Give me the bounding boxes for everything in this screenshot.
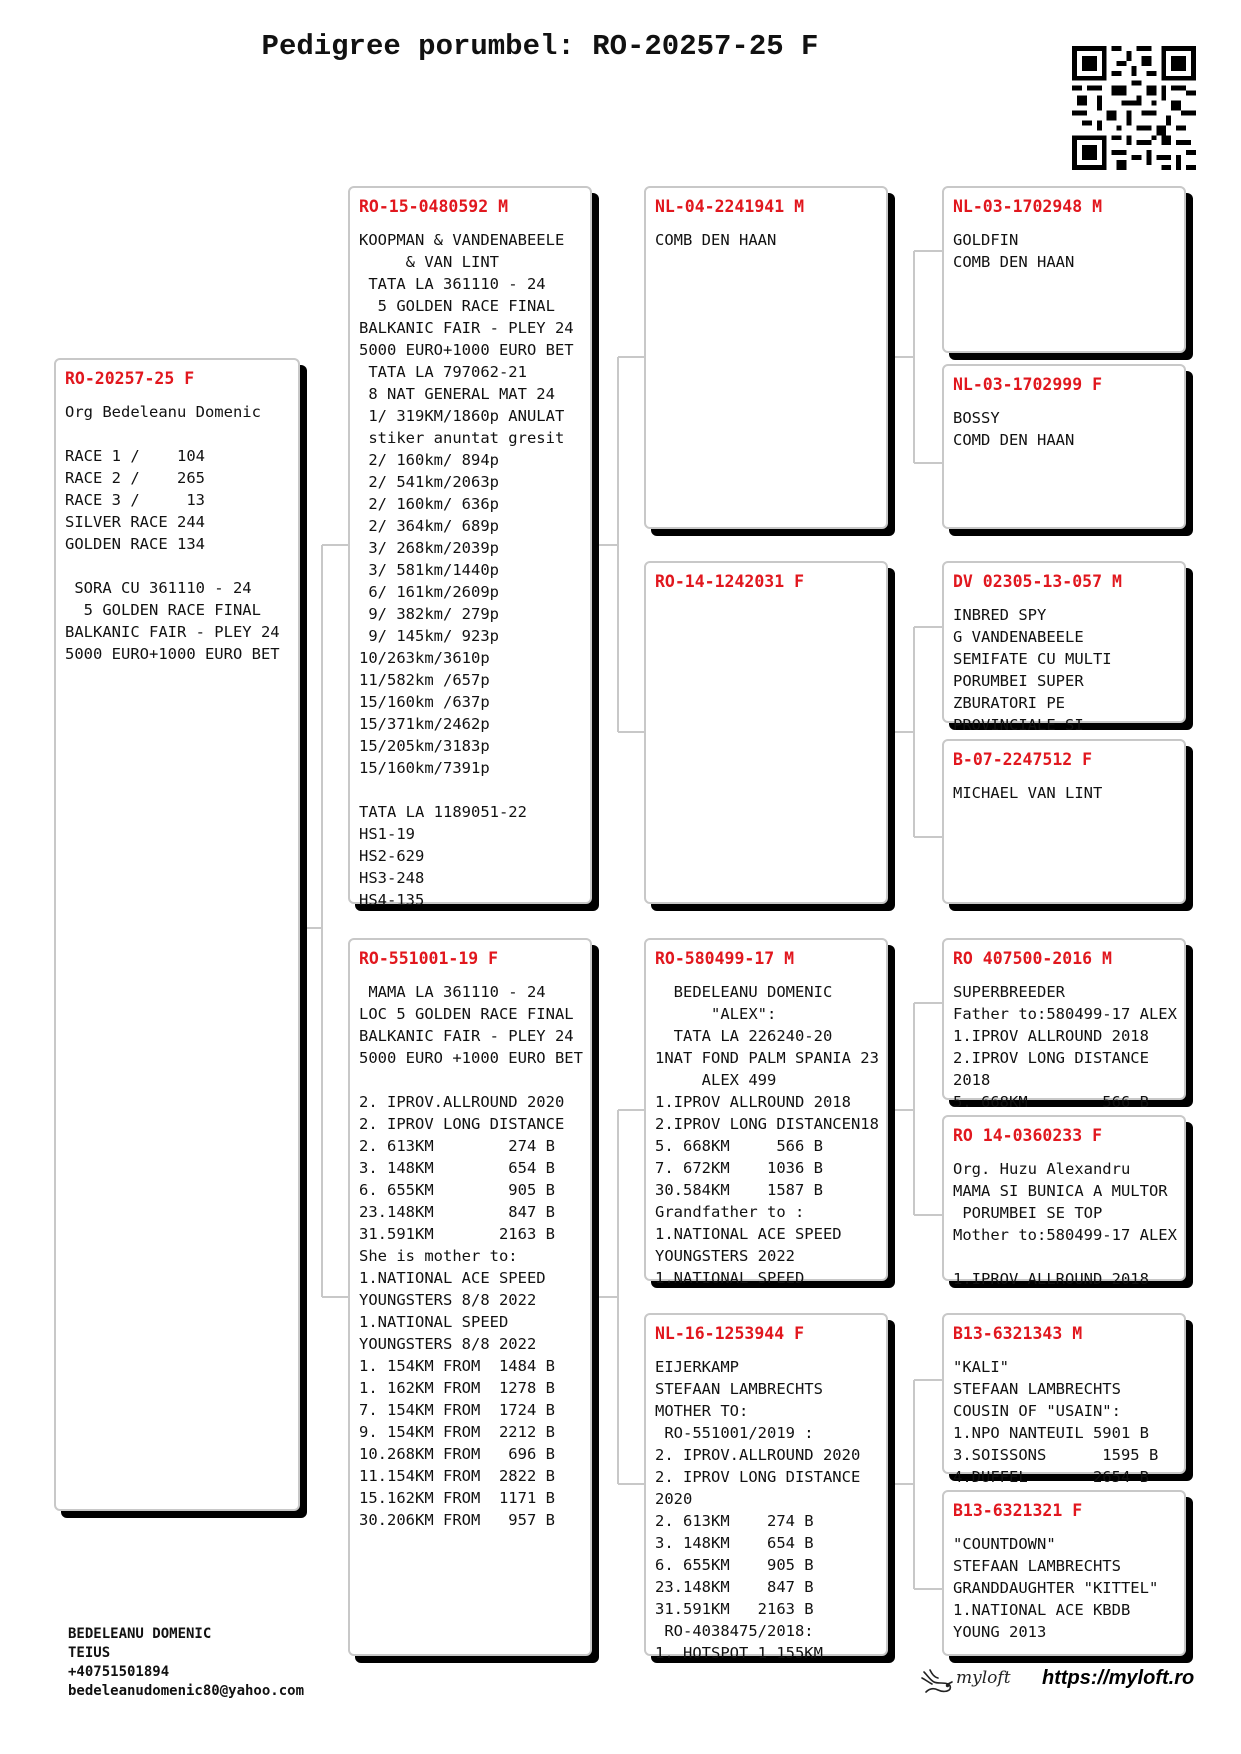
pigeon-logo-icon (920, 1666, 954, 1698)
great-grandparent-fff-info: GOLDFIN COMB DEN HAAN (953, 231, 1075, 271)
mother-ring-number: RO-551001-19 F (359, 949, 499, 968)
great-grandparent-mmm-ring-number: B13-6321321 F (953, 1501, 1083, 1520)
page-title: Pedigree porumbel: RO-20257-25 F (261, 30, 819, 63)
maternal-grandmother-info: EIJERKAMP STEFAAN LAMBRECHTS MOTHER TO: RO-551001/2019 : 2. IPROV.ALLROUND 2020 2. IPROV LONG DISTANCE 2020 2. 613KM 274 B 3. 148KM 654 B 6. 655KM 905 B 23.148KM 847 B 31.591KM 2163 B RO-4038475/2018: 1. HOTSPOT 1 155KM (655, 1358, 861, 1662)
myloft-brand (920, 1662, 1200, 1702)
great-grandparent-mff-card (942, 938, 1186, 1111)
mother-info: MAMA LA 361110 - 24 LOC 5 GOLDEN RACE FINAL BALKANIC FAIR - PLEY 24 5000 EURO +1000 EURO BET 2. IPROV.ALLROUND 2020 2. IPROV LONG DISTANCE 2. 613KM 274 B 3. 148KM 654 B 6. 655KM 905 B 23.148KM 847 B 31.591KM 2163 B She is mother to: 1.NATIONAL ACE SPEED YOUNGSTERS 8/8 2022 1.NATIONAL SPEED YOUNGSTERS 8/8 2022 1. 154KM FROM 1484 B 1. 162KM FROM 1278 B 7. 154KM FROM 1724 B 9. 154KM FROM 2212 B 10.268KM FROM 696 B 11.154KM FROM 2822 B 15.162KM FROM 1171 B 30.206KM FROM 957 B (359, 983, 583, 1529)
paternal-grandfather-ring-number: NL-04-2241941 M (655, 197, 805, 216)
maternal-grandfather-card (644, 938, 888, 1287)
breeder-phone: +40751501894 (68, 1664, 170, 1680)
great-grandparent-mmm-card (942, 1490, 1186, 1656)
paternal-grandfather-card (644, 186, 888, 529)
maternal-grandmother-card (644, 1313, 888, 1662)
great-grandparent-mfm-card (942, 1115, 1186, 1288)
maternal-grandfather-ring-number: RO-580499-17 M (655, 949, 795, 968)
great-grandparent-fff-ring-number: NL-03-1702948 M (953, 197, 1103, 216)
great-grandparent-fmm-info: MICHAEL VAN LINT (953, 784, 1103, 802)
great-grandparent-fmf-card (942, 561, 1186, 734)
paternal-grandmother-card (644, 561, 888, 904)
great-grandparent-ffm-info: BOSSY COMD DEN HAAN (953, 409, 1075, 449)
father-card (348, 186, 592, 909)
subject-pigeon-card (54, 358, 300, 1511)
breeder-name: BEDELEANU DOMENIC (68, 1626, 212, 1642)
father-ring-number: RO-15-0480592 M (359, 197, 509, 216)
great-grandparent-fmf-ring-number: DV 02305-13-057 M (953, 572, 1122, 591)
paternal-grandfather-info: COMB DEN HAAN (655, 231, 777, 249)
great-grandparent-fmm-card (942, 739, 1186, 904)
brand-url-link[interactable]: https://myloft.ro (1042, 1667, 1195, 1689)
breeder-email[interactable]: bedeleanudomenic80@yahoo.com (68, 1683, 305, 1699)
mother-card (348, 938, 592, 1656)
great-grandparent-mff-info: SUPERBREEDER Father to:580499-17 ALEX 1.IPROV ALLROUND 2018 2.IPROV LONG DISTANCE 2018 5. 668KM 566 B (953, 983, 1177, 1111)
great-grandparent-ffm-ring-number: NL-03-1702999 F (953, 375, 1103, 394)
subject-ring-number: RO-20257-25 F (65, 369, 195, 388)
breeder-contact (68, 1625, 304, 1701)
great-grandparent-mff-ring-number: RO 407500-2016 M (953, 949, 1112, 968)
great-grandparent-fmf-info: INBRED SPY G VANDENABEELE SEMIFATE CU MULTI PORUMBEI SUPER ZBURATORI PE PROVINCIALE SI (953, 606, 1112, 734)
subject-info: Org Bedeleanu Domenic RACE 1 / 104 RACE 2 / 265 RACE 3 / 13 SILVER RACE 244 GOLDEN RACE 134 SORA CU 361110 - 24 5 GOLDEN RACE FINAL BALKANIC FAIR - PLEY 24 5000 EURO+1000 EURO BET (65, 403, 280, 663)
brand-name: myloft (956, 1668, 1011, 1688)
paternal-grandmother-ring-number: RO-14-1242031 F (655, 572, 805, 591)
great-grandparent-fff-card (942, 186, 1186, 353)
great-grandparent-mfm-info: Org. Huzu Alexandru MAMA SI BUNICA A MULTOR PORUMBEI SE TOP Mother to:580499-17 ALEX 1.IPROV ALLROUND 2018 (953, 1160, 1177, 1288)
maternal-grandfather-info: BEDELEANU DOMENIC "ALEX": TATA LA 226240-20 1NAT FOND PALM SPANIA 23 ALEX 499 1.IPROV ALLROUND 2018 2.IPROV LONG DISTANCEN18 5. 668KM 566 B 7. 672KM 1036 B 30.584KM 1587 B Grandfather to : 1.NATIONAL ACE SPEED YOUNGSTERS 2022 1.NATIONAL SPEED (655, 983, 879, 1287)
great-grandparent-mmm-info: "COUNTDOWN" STEFAAN LAMBRECHTS GRANDDAUGHTER "KITTEL" 1.NATIONAL ACE KBDB YOUNG 2013 (953, 1535, 1159, 1641)
breeder-city: TEIUS (68, 1645, 111, 1661)
great-grandparent-mmf-card (942, 1313, 1186, 1486)
great-grandparent-mfm-ring-number: RO 14-0360233 F (953, 1126, 1103, 1145)
maternal-grandmother-ring-number: NL-16-1253944 F (655, 1324, 805, 1343)
great-grandparent-mmf-info: "KALI" STEFAAN LAMBRECHTS COUSIN OF "USAIN": 1.NPO NANTEUIL 5901 B 3.SOISSONS 1595 B 4.DUFFEL 2654 B (953, 1358, 1159, 1486)
great-grandparent-ffm-card (942, 364, 1186, 529)
great-grandparent-mmf-ring-number: B13-6321343 M (953, 1324, 1083, 1343)
father-info: KOOPMAN & VANDENABEELE & VAN LINT TATA LA 361110 - 24 5 GOLDEN RACE FINAL BALKANIC FAIR - PLEY 24 5000 EURO+1000 EURO BET TATA LA 797062-21 8 NAT GENERAL MAT 24 1/ 319KM/1860p ANULAT stiker anuntat gresit 2/ 160km/ 894p 2/ 541km/2063p 2/ 160km/ 636p 2/ 364km/ 689p 3/ 268km/2039p 3/ 581km/1440p 6/ 161km/2609p 9/ 382km/ 279p 9/ 145km/ 923p 10/263km/3610p 11/582km /657p 15/160km /637p 15/371km/2462p 15/205km/3183p 15/160km/7391p TATA LA 1189051-22 HS1-19 HS2-629 HS3-248 HS4-135 (359, 231, 574, 909)
great-grandparent-fmm-ring-number: B-07-2247512 F (953, 750, 1093, 769)
